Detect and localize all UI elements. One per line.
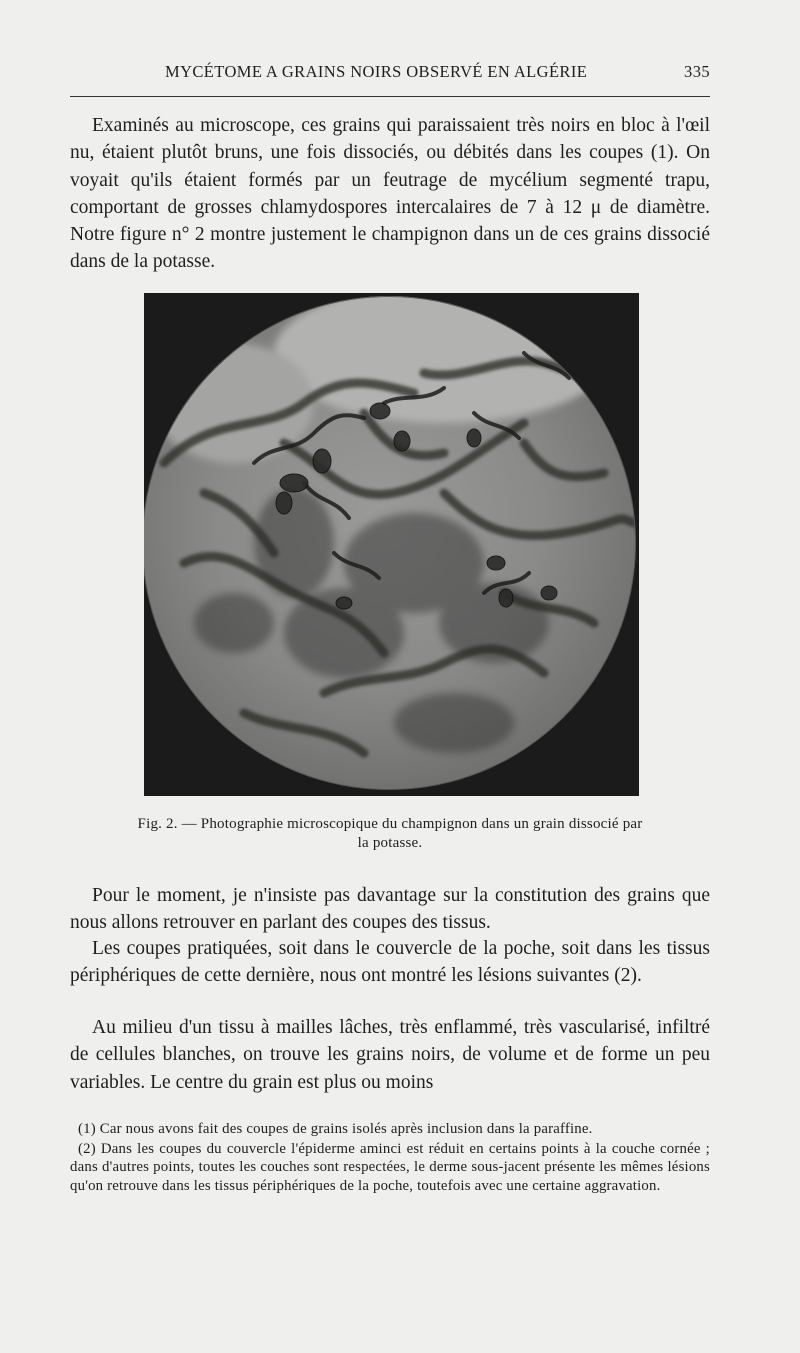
- header-rule: [70, 96, 710, 97]
- body-paragraph-4: Au milieu d'un tissu à mailles lâches, très enflammé, très vascularisé, infiltré de cellules blanches, on trouve les grains noirs, de volume et de forme un peu variables. Le centre du grain est plus ou moins: [70, 1017, 710, 1093]
- figure-caption-line-2: la potasse.: [357, 835, 423, 851]
- microscope-photograph: [144, 293, 639, 796]
- body-paragraph-2: Pour le moment, je n'insiste pas davantage sur la constitution des grains que nous allons retrouver en parlant des coupes des tissus.: [70, 885, 710, 934]
- body-paragraph-1: Examinés au microscope, ces grains qui paraissaient très noirs en bloc à l'œil nu, étaient plutôt bruns, une fois dissociés, ou débités dans les coupes (1). On voyait qu'ils étaient formés par un feutrage de mycélium segmenté trapu, comportant de grosses chlamydospores intercalaires de 7 à 12 μ de diamètre. Notre figure n° 2 montre justement le champignon dans un de ces grains dissocié dans de la potasse.: [70, 115, 710, 273]
- running-header: [70, 58, 710, 86]
- figure-caption-line-1: Fig. 2. — Photographie microscopique du champignon dans un grain dissocié par: [137, 816, 643, 832]
- figure-caption: [70, 815, 710, 853]
- footnote-2: (2) Dans les coupes du couvercle l'épiderme aminci est réduit en certains points à la couche cornée ; dans d'autres points, toutes les couches sont respectées, le derme sous-jacent présente les mêmes lésions qu'on retrouve dans les tissus périphériques de la poche, toutefois avec une certaine aggravation.: [70, 1140, 710, 1195]
- body-paragraph-3: Les coupes pratiquées, soit dans le couvercle de la poche, soit dans les tissus périphériques de cette dernière, nous ont montré les lésions suivantes (2).: [70, 938, 710, 987]
- running-title: MYCÉTOME A GRAINS NOIRS OBSERVÉ EN ALGÉRIE: [165, 62, 588, 81]
- microscope-field-image: [144, 293, 639, 796]
- footnote-1: (1) Car nous avons fait des coupes de grains isolés après inclusion dans la paraffine.: [78, 1121, 593, 1137]
- page-number: 335: [684, 62, 710, 81]
- footnotes: [70, 1120, 710, 1197]
